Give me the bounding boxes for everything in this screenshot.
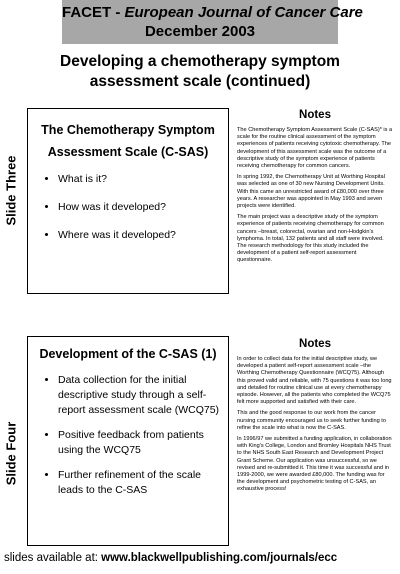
slide-four-title: Development of the C-SAS (1) xyxy=(39,347,217,361)
slide-three-label: Slide Three xyxy=(3,155,19,226)
notes-heading: Notes xyxy=(299,338,331,350)
slide-three xyxy=(27,108,229,294)
slide-four-bullets xyxy=(28,373,228,498)
journal-prefix: FACET - xyxy=(62,4,125,21)
slide-three-title-line2: Assessment Scale (C-SAS) xyxy=(47,145,209,159)
notes-paragraph: In order to collect data for the initial descriptive study, we developed a patient self-report assessment scale –the Worthing Chemotherapy Questionnaire (WCQ75). Although this proved valid and reliable, with 75 questions it was too long and detailed for routine clinical use at every chemotherapy episode. However, all the patients who completed the WCQ75 felt more supported and satisfied with their care. xyxy=(237,356,392,406)
notes-four xyxy=(237,338,393,498)
issue-date: December 2003 xyxy=(144,23,256,40)
notes-paragraph: In spring 1992, the Chemotherapy Unit at Worthing Hospital was selected as one of 30 new Nursing Development Units. With this came an unrestricted award of £80,000 over three years. A researcher was appointed in May 1993 and seven projects were identified. xyxy=(237,174,385,210)
journal-banner xyxy=(62,0,363,44)
journal-name: European Journal of Cancer Care xyxy=(124,4,363,21)
footer xyxy=(4,552,400,564)
list-item: • Further refinement of the scale leads to the C-SAS xyxy=(58,468,228,498)
journal-title xyxy=(62,0,363,22)
slide-three-title xyxy=(28,119,228,163)
slide-three-title-line1: The Chemotherapy Symptom xyxy=(41,123,215,137)
notes-heading: Notes xyxy=(299,109,331,121)
notes-three xyxy=(237,109,393,269)
list-item: • Positive feedback from patients using the WCQ75 xyxy=(58,428,228,458)
notes-paragraph: The main project was a descriptive study of the symptom experience of patients receiving chemotherapy for common cancers –breast, colorectal, ovarian and non-Hodgkin’s lymphoma. In total, 132 patients and all staff were involved. The research methodology for this study included the development of a patient self-report assessment questionnaire. xyxy=(237,214,384,264)
footer-prefix: slides available at: xyxy=(4,552,102,564)
list-item: • What is it? xyxy=(58,173,228,185)
list-item: • How was it developed? xyxy=(58,201,228,213)
page-title: Developing a chemotherapy symptom assessment scale (continued) xyxy=(60,53,340,90)
slide-four xyxy=(27,336,229,546)
notes-paragraph: The Chemotherapy Symptom Assessment Scale (C-SAS)* is a scale for the routine clinical assessment of the symptom experiences of patients receiving cytotoxic chemotherapy. The development of this assessment scale was the outcome of a descriptive study of the symptom experience of patients receiving chemotherapy for common cancers. xyxy=(237,127,393,170)
notes-paragraph: In 1996/97 we submitted a funding application, in collaboration with King’s College, London and Bromley Hospitals NHS Trust to the NHS South East Research and Development Project Grant Scheme. Our application was unsuccessful, so we revised and re-submitted it. This time it was successful and in 1999-2000, we were awarded £80,000. The funding was for the development and psychometric testing of C-SAS, an exhaustive process! xyxy=(237,436,392,493)
notes-paragraph: This and the good response to our work from the cancer nursing community encouraged us to seek further funding to refine the scale into what is now the C-SAS. xyxy=(237,410,386,431)
footer-url[interactable]: www.blackwellpublishing.com/journals/ecc xyxy=(101,552,338,564)
slide-three-bullets xyxy=(28,173,228,241)
list-item: • Data collection for the initial descriptive study through a self-report assessment scale (WCQ75) xyxy=(58,373,228,418)
slide-four-label: Slide Four xyxy=(3,421,19,486)
list-item: • Where was it developed? xyxy=(58,229,228,241)
